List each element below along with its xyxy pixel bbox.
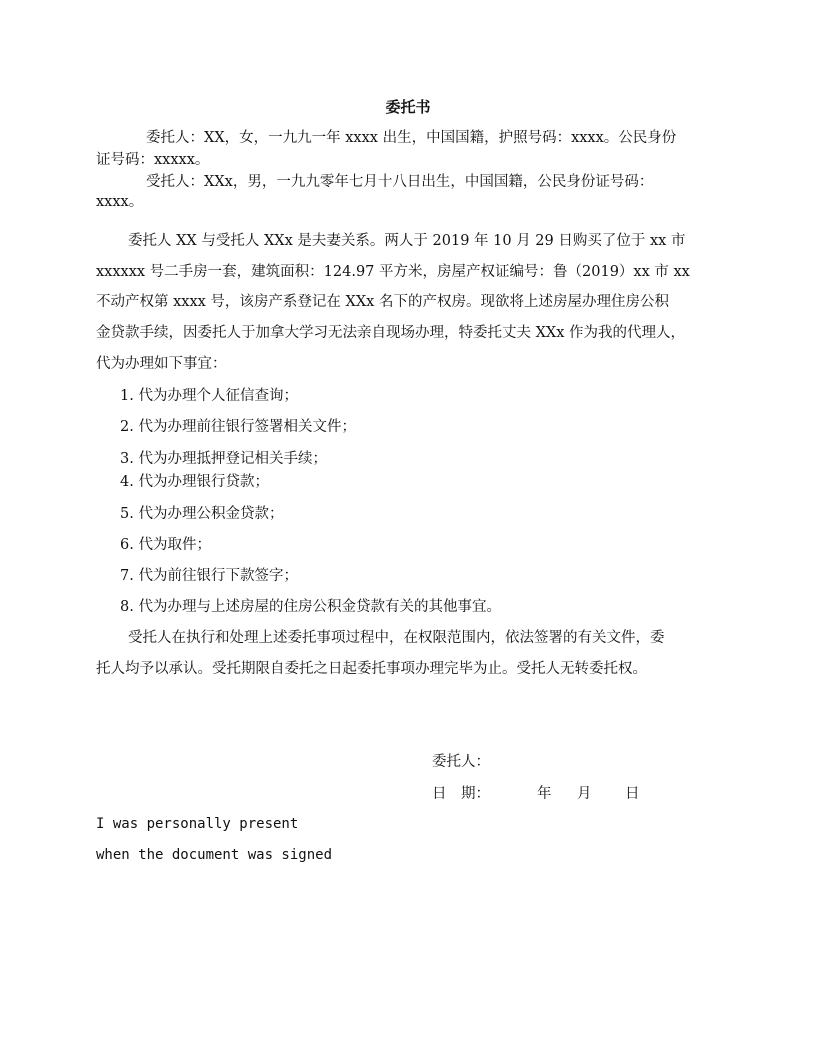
date-label: 日 期： [432, 786, 490, 802]
signature-label: 委托人： [432, 754, 490, 770]
body-line: xxxxxx 号二手房一套，建筑面积：124.97 平方米，房屋产权证编号：鲁（2019）xx 市 xx [96, 264, 690, 280]
closing-line: 托人均予以承认。受托期限自委托之日起委托事项办理完毕为止。受托人无转委托权。 [96, 661, 647, 677]
list-item: 4. 代为办理银行贷款； [120, 474, 269, 490]
list-item: 7. 代为前往银行下款签字； [120, 568, 298, 584]
body-line: 不动产权第 xxxx 号，该房产系登记在 XXx 名下的产权房。现欲将上述房屋办理住房公积 [96, 294, 669, 310]
list-item: 1. 代为办理个人征信查询； [120, 388, 298, 404]
date-month: 月 [577, 786, 592, 802]
document-title: 委托书 [385, 98, 431, 116]
principal-line-1: 委托人：XX，女，一九九一年 xxxx 出生，中国国籍，护照号码：xxxx。公民身份 [146, 130, 677, 146]
list-item: 5. 代为办理公积金贷款； [120, 506, 284, 522]
date-year: 年 [537, 786, 552, 802]
date-day: 日 [625, 786, 640, 802]
closing-line: 受托人在执行和处理上述委托事项过程中，在权限范围内，依法签署的有关文件，委 [128, 630, 665, 646]
body-line: 委托人 XX 与受托人 XXx 是夫妻关系。两人于 2019 年 10 月 29 日购买了位于 xx 市 [128, 233, 686, 249]
list-item: 6. 代为取件； [120, 537, 211, 553]
list-item: 3. 代为办理抵押登记相关手续； [120, 451, 327, 467]
body-line: 代为办理如下事宜： [96, 356, 227, 372]
witness-note-line-1: I was personally present [96, 816, 299, 832]
agent-line-1: 受托人：XXx，男，一九九零年七月十八日出生，中国国籍，公民身份证号码： [146, 174, 654, 190]
list-item: 8. 代为办理与上述房屋的住房公积金贷款有关的其他事宜。 [120, 599, 501, 615]
witness-note-line-2: when the document was signed [96, 847, 333, 863]
agent-line-2: xxxx。 [96, 194, 144, 210]
principal-line-2: 证号码：xxxxx。 [96, 152, 210, 168]
list-item: 2. 代为办理前往银行签署相关文件； [120, 419, 356, 435]
body-line: 金贷款手续，因委托人于加拿大学习无法亲自现场办理，特委托丈夫 XXx 作为我的代理人， [96, 325, 686, 341]
